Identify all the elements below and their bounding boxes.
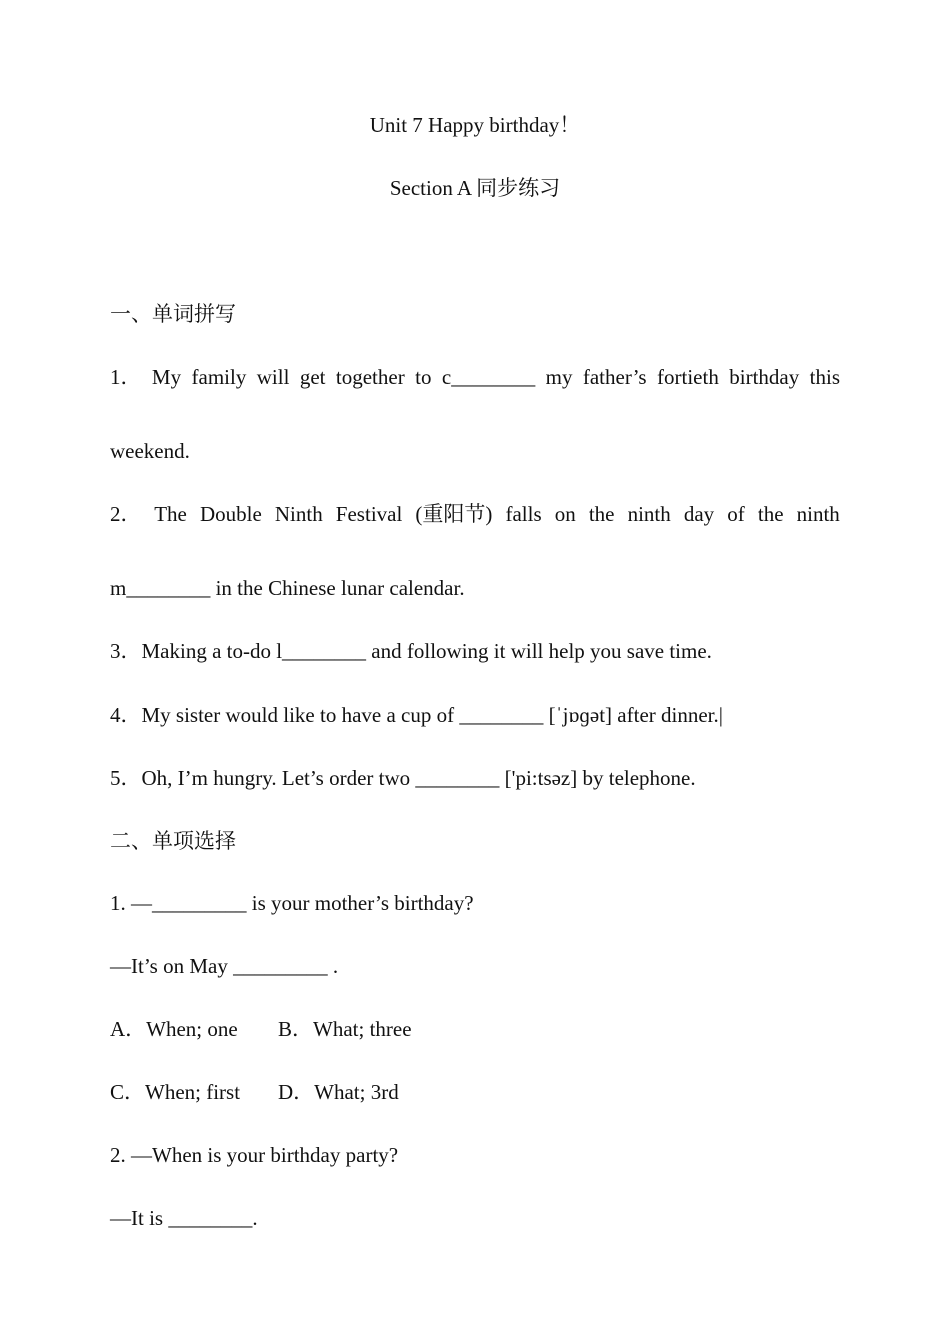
spelling-question-1-line-2: weekend. [110, 439, 190, 463]
option-d: D．What; 3rd [278, 1080, 399, 1104]
option-a: A．When; one [110, 1017, 238, 1041]
option-b: B．What; three [278, 1017, 412, 1041]
choice-question-1-options-row-1 [110, 1016, 510, 1042]
document-title: Unit 7 Happy birthday！ [369, 113, 581, 137]
choice-question-1: 1. —_________ is your mother’s birthday? [110, 891, 474, 915]
document-subtitle: Section A 同步练习 [389, 176, 561, 200]
section-heading-spelling: 一、单词拼写 [110, 302, 236, 326]
choice-question-1-options-row-2 [110, 1079, 510, 1105]
section-heading-multiple-choice: 二、单项选择 [110, 829, 236, 853]
spelling-question-1-line-1: 1． My family will get together to c________ my father’s fortieth birthday this [110, 365, 840, 389]
spelling-question-3: 3．Making a to-do l________ and following it will help you save time. [110, 639, 712, 663]
spelling-question-5: 5．Oh, I’m hungry. Let’s order two ________ ['pi:tsəz] by telephone. [110, 766, 696, 790]
spelling-question-4: 4．My sister would like to have a cup of ________ [ˈjɒɡət] after dinner.| [110, 703, 723, 727]
choice-question-2: 2. —When is your birthday party? [110, 1143, 399, 1167]
spelling-question-2-line-2: m________ in the Chinese lunar calendar. [110, 576, 465, 600]
option-c: C．When; first [110, 1080, 241, 1104]
choice-question-1-answer: —It’s on May _________ . [110, 954, 339, 978]
choice-question-2-answer: —It is ________. [110, 1206, 258, 1230]
spelling-question-2-line-1: 2． The Double Ninth Festival (重阳节) falls on the ninth day of the ninth [110, 502, 840, 526]
